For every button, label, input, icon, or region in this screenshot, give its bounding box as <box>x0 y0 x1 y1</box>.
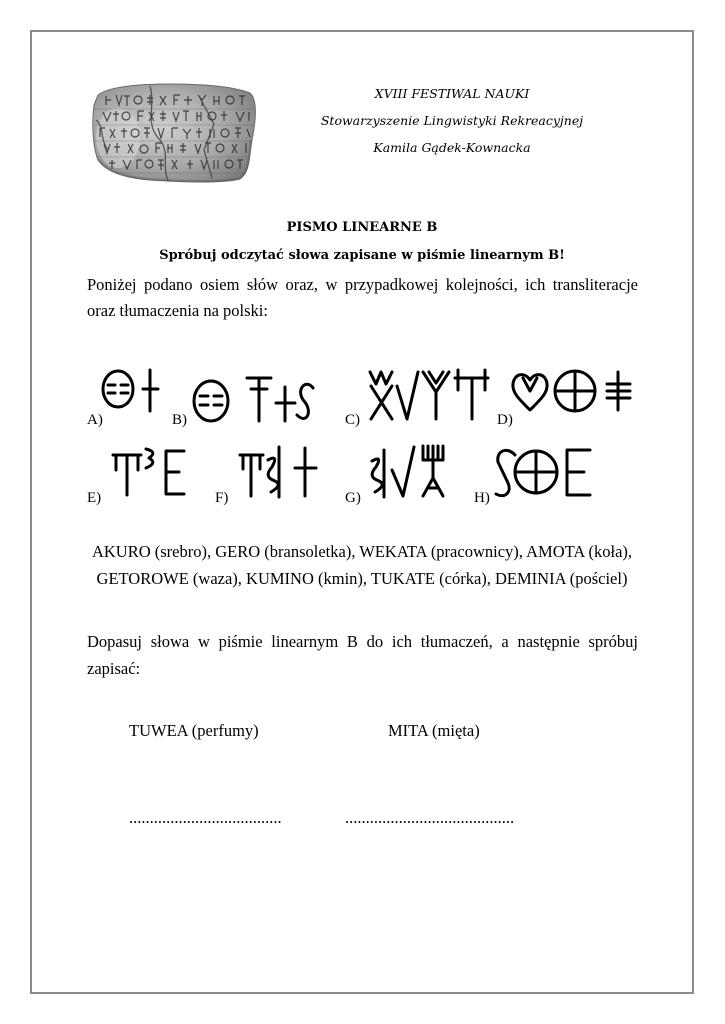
transliteration-line: GETOROWE (waza), KUMINO (kmin), TUKATE (córka), DEMINIA (pościel) <box>96 569 628 588</box>
glyph-label-f: F) <box>215 490 229 506</box>
linear-b-sign-cross <box>295 448 316 496</box>
word-to-write-1: TUWEA (perfumy) <box>129 721 259 740</box>
author-name: Kamila Gądek-Kownacka <box>373 140 531 155</box>
header-block <box>300 80 604 161</box>
linear-b-sign-double-y <box>423 372 449 419</box>
linear-b-word-h <box>496 450 590 496</box>
glyph-label-g: G) <box>345 490 361 506</box>
linear-b-sign-check <box>397 372 418 419</box>
linear-b-sign-check <box>392 447 414 496</box>
linear-b-word-c <box>370 370 488 419</box>
linear-b-sign-triple-bar <box>607 372 630 410</box>
glyph-label-h: H) <box>474 490 490 506</box>
task-line: Dopasuj słowa w piśmie linearnym B do ich tłumaczeń, a następnie spróbuj <box>87 632 638 651</box>
answer-blank-1: ..................................... <box>129 808 282 827</box>
answer-blank-2: ......................................... <box>345 808 515 827</box>
glyph-label-b: B) <box>172 412 187 428</box>
linear-b-sign-circle-cross <box>555 371 595 411</box>
linear-b-sign-comb <box>423 446 443 496</box>
task-instructions <box>87 628 638 682</box>
intro-line: oraz tłumaczenia na polski: <box>87 301 268 320</box>
linear-b-sign-t-with-posts <box>455 370 488 419</box>
linear-b-sign-cross <box>276 387 295 421</box>
clay-tablet-image <box>93 84 256 184</box>
linear-b-word-e <box>113 449 184 495</box>
intro-paragraph <box>87 272 638 324</box>
linear-b-sign-bracket <box>166 451 184 494</box>
worksheet-title: PISMO LINEARNE B <box>286 220 438 235</box>
glyph-label-a: A) <box>87 412 103 428</box>
linear-b-sign-s-curve <box>297 384 313 418</box>
linear-b-word-a <box>103 370 158 411</box>
linear-b-sign-s-curve <box>496 450 515 495</box>
organization-name: Stowarzyszenie Lingwistyki Rekreacyjnej <box>320 113 584 128</box>
linear-b-word-g <box>372 446 443 497</box>
word-to-write-2: MITA (mięta) <box>388 721 480 740</box>
linear-b-sign-heart <box>513 375 547 410</box>
intro-line: Poniżej podano osiem słów oraz, w przypadkowej kolejności, ich transliteracje <box>87 275 638 294</box>
festival-name: XVIII FESTIWAL NAUKI <box>374 86 530 101</box>
linear-b-word-b <box>194 378 313 421</box>
linear-b-sign-bracket <box>567 450 590 495</box>
linear-b-sign-zigzag-x <box>370 372 392 419</box>
linear-b-sign-circle-cross <box>515 451 557 493</box>
linear-b-sign-circle-with-bars <box>103 371 133 407</box>
linear-b-sign-double-bar-t <box>247 378 271 421</box>
linear-b-word-f <box>240 447 316 497</box>
linear-b-word-d <box>513 371 630 411</box>
linear-b-signs <box>103 370 630 497</box>
linear-b-sign-three-curve <box>146 449 153 468</box>
linear-b-sign-cross <box>143 370 158 411</box>
linear-b-sign-t-with-posts <box>240 455 263 496</box>
worksheet-subtitle: Spróbuj odczytać słowa zapisane w piśmie linearnym B! <box>159 248 565 263</box>
linear-b-sign-squiggle <box>372 450 384 497</box>
linear-b-sign-t-with-posts <box>113 455 141 495</box>
glyph-label-d: D) <box>497 412 513 428</box>
glyph-label-c: C) <box>345 412 360 428</box>
task-line: zapisać: <box>87 659 141 678</box>
linear-b-sign-circle-with-bars <box>194 381 228 421</box>
transliteration-list <box>30 538 694 592</box>
glyph-label-e: E) <box>87 490 102 506</box>
transliteration-line: AKURO (srebro), GERO (bransoletka), WEKATA (pracownicy), AMOTA (koła), <box>91 542 633 561</box>
linear-b-sign-squiggle <box>268 447 279 497</box>
